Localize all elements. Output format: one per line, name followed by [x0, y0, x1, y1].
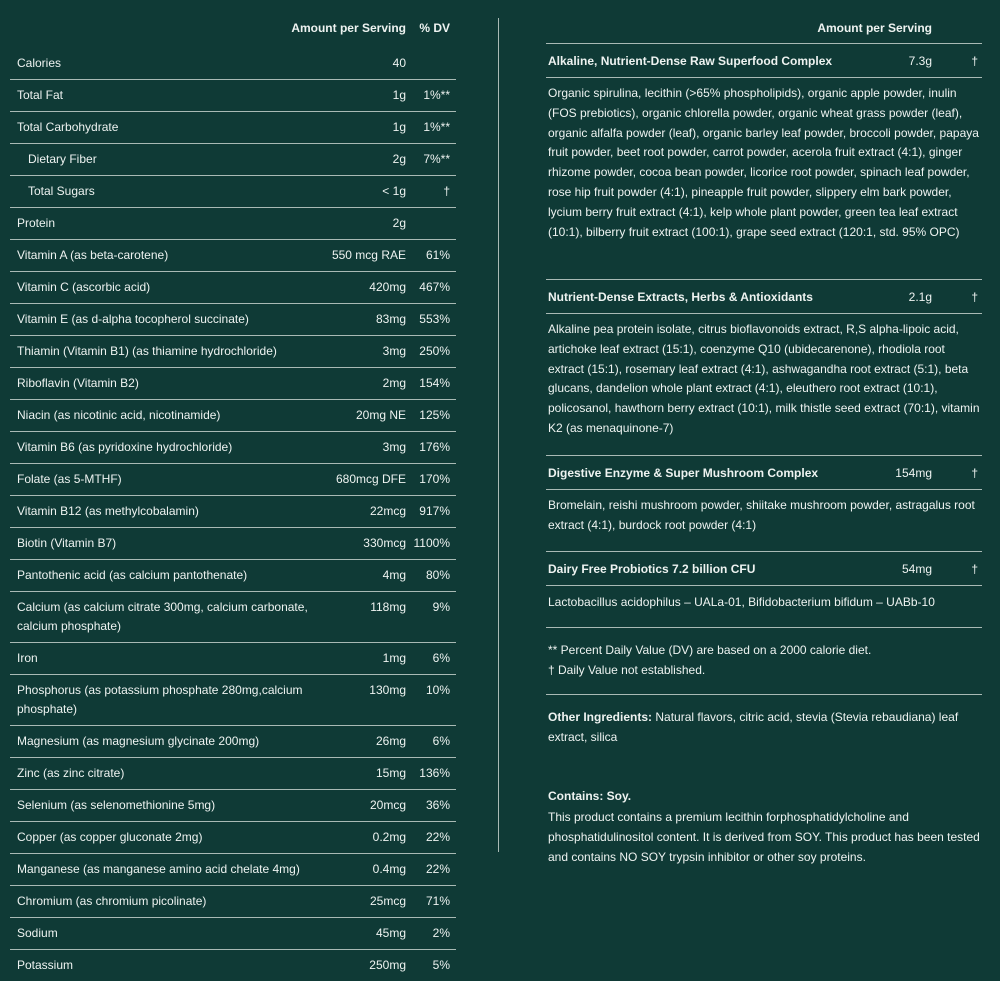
section-dv: †: [971, 562, 978, 576]
nutrient-amount: 25mcg: [369, 894, 406, 908]
nutrient-name: Chromium (as chromium picolinate): [17, 894, 207, 908]
nutrient-dv: 553%: [419, 312, 450, 326]
nutrient-name: Biotin (Vitamin B7): [17, 536, 117, 550]
nutrient-dv: 176%: [419, 440, 450, 454]
nutrient-amount: 2g: [392, 152, 406, 166]
nutrient-name: Zinc (as zinc citrate): [17, 766, 125, 780]
table-row: [10, 725, 456, 757]
table-row: [10, 949, 456, 981]
nutrient-dv: 250%: [419, 344, 450, 358]
section-header: [546, 551, 982, 586]
section-header: [546, 455, 982, 490]
nutrient-amount: 40: [392, 56, 406, 70]
table-row: [10, 431, 456, 463]
footnote-dagger: † Daily Value not established.: [548, 663, 706, 677]
nutrient-amount: 420mg: [369, 280, 406, 294]
table-row: [10, 642, 456, 674]
amount-column-header: Amount per Serving: [291, 21, 406, 35]
nutrient-dv: 7%**: [423, 152, 450, 166]
footnote-dv: ** Percent Daily Value (DV) are based on a 2000 calorie diet.: [548, 643, 872, 657]
nutrient-dv: 61%: [425, 248, 450, 262]
contains-text: This product contains a premium lecithin forphosphatidylcholine and phosphatidulinositol content. It is derived from SOY. This product has been tested and contains NO SOY trypsin inhibitor or other soy proteins.: [548, 810, 980, 864]
table-row: [10, 463, 456, 495]
supplement-facts-table: [10, 0, 456, 981]
nutrient-name: Total Sugars: [28, 184, 95, 198]
contains-label: Contains: Soy.: [548, 789, 632, 803]
table-row: [10, 821, 456, 853]
nutrient-amount: 2mg: [382, 376, 406, 390]
table-row: [10, 789, 456, 821]
nutrient-name: Folate (as 5-MTHF): [17, 472, 122, 486]
nutrient-amount: 550 mcg RAE: [331, 248, 406, 262]
table-row: [10, 757, 456, 789]
nutrient-dv: 71%: [425, 894, 450, 908]
nutrient-name: Manganese (as manganese amino acid chelate 4mg): [17, 862, 300, 876]
other-ingredients-label: Other Ingredients:: [548, 710, 653, 724]
other-ingredients-text: Natural flavors, citric acid, stevia (Stevia rebaudiana) leaf extract, silica: [548, 710, 959, 744]
nutrient-dv: 136%: [419, 766, 450, 780]
section-amount: 54mg: [901, 562, 932, 576]
nutrient-dv: 170%: [419, 472, 450, 486]
section-title: Alkaline, Nutrient-Dense Raw Superfood Complex: [548, 54, 833, 68]
nutrient-name: Riboflavin (Vitamin B2): [17, 376, 139, 390]
nutrient-amount: < 1g: [382, 184, 406, 198]
section-amount: 2.1g: [908, 290, 932, 304]
other-ingredients: [548, 708, 982, 748]
nutrient-name: Protein: [17, 216, 56, 230]
dv-column-header: % DV: [419, 21, 450, 35]
nutrient-name: Thiamin (Vitamin B1) (as thiamine hydrochloride): [17, 344, 277, 358]
nutrient-amount: 83mg: [375, 312, 406, 326]
section-amount: 154mg: [895, 466, 932, 480]
nutrient-dv: 1%**: [423, 120, 450, 134]
nutrient-name: Total Carbohydrate: [17, 120, 119, 134]
nutrient-amount: 330mcg: [363, 536, 406, 550]
nutrient-amount: 15mg: [375, 766, 406, 780]
nutrient-name: Total Fat: [17, 88, 64, 102]
nutrient-amount: 1g: [392, 88, 406, 102]
nutrient-amount: 3mg: [382, 440, 406, 454]
nutrient-dv: 6%: [432, 651, 450, 665]
section-body: Alkaline pea protein isolate, citrus bioflavonoids extract, R,S alpha-lipoic acid, artichoke leaf extract (15:1), coenzyme Q10 (ubidecarenone), rhodiola root extract (15:1), rosemary leaf extract (4:1), ashwagandha root extract (5:1), beta glucans, dandelion whole plant extract (4:1), eleuthero root extract (10:1), policosanol, hawthorn berry extract (10:1), milk thistle seed extract (70:1), vitamin K2 (as menaquinone-7): [548, 322, 980, 435]
nutrient-amount: 130mg: [369, 683, 406, 697]
section-body: Bromelain, reishi mushroom powder, shiitake mushroom powder, astragalus root extract (4:1), burdock root powder (4:1): [548, 498, 975, 532]
section-header: [546, 279, 982, 314]
nutrient-name: Pantothenic acid (as calcium pantothenate): [17, 568, 248, 582]
nutrient-dv: 10%: [425, 683, 450, 697]
table-row: [10, 335, 456, 367]
nutrient-name: Iron: [17, 651, 38, 665]
nutrient-name: Vitamin A (as beta-carotene): [17, 248, 169, 262]
nutrient-dv: 6%: [432, 734, 450, 748]
nutrient-name: Vitamin B12 (as methylcobalamin): [17, 504, 199, 518]
nutrient-dv: 917%: [419, 504, 450, 518]
nutrient-dv: 80%: [425, 568, 450, 582]
table-row: [10, 399, 456, 431]
section-title: Nutrient-Dense Extracts, Herbs & Antioxidants: [548, 290, 813, 304]
table-row: [10, 143, 456, 175]
nutrient-dv: †: [443, 184, 450, 198]
nutrient-name: Sodium: [17, 926, 58, 940]
nutrient-amount: 22mcg: [369, 504, 406, 518]
table-header: [10, 0, 456, 48]
nutrient-dv: 154%: [419, 376, 450, 390]
section-header: [546, 43, 982, 78]
nutrient-dv: 22%: [425, 862, 450, 876]
nutrient-name: Vitamin E (as d-alpha tocopherol succinate): [17, 312, 249, 326]
nutrient-amount: 45mg: [375, 926, 406, 940]
nutrient-name: Niacin (as nicotinic acid, nicotinamide): [17, 408, 221, 422]
nutrient-name: Potassium: [17, 958, 74, 972]
nutrient-amount: 26mg: [375, 734, 406, 748]
nutrient-amount: 2g: [392, 216, 406, 230]
nutrient-dv: 5%: [432, 958, 450, 972]
section-title: Dairy Free Probiotics 7.2 billion CFU: [548, 562, 756, 576]
table-row: [10, 271, 456, 303]
nutrient-dv: 125%: [419, 408, 450, 422]
section-body: Lactobacillus acidophilus – UALa-01, Bifidobacterium bifidum – UABb-10: [548, 595, 935, 609]
nutrient-amount: 0.4mg: [372, 862, 406, 876]
nutrient-dv: 467%: [419, 280, 450, 294]
nutrient-dv: 1100%: [413, 536, 450, 550]
table-row: [10, 239, 456, 271]
table-row: [10, 591, 456, 642]
nutrient-amount: 20mg NE: [355, 408, 406, 422]
nutrient-dv: 36%: [425, 798, 450, 812]
table-row: [10, 527, 456, 559]
nutrient-amount: 20mcg: [369, 798, 406, 812]
nutrient-name: Vitamin C (ascorbic acid): [17, 280, 151, 294]
table-row: [10, 79, 456, 111]
table-row: [10, 917, 456, 949]
nutrient-name: Selenium (as selenomethionine 5mg): [17, 798, 216, 812]
section-dv: †: [971, 466, 978, 480]
nutrient-name: Magnesium (as magnesium glycinate 200mg): [17, 734, 260, 748]
nutrient-amount: 680mcg DFE: [335, 472, 406, 486]
table-row: [10, 48, 456, 79]
divider: [546, 694, 982, 695]
section-dv: †: [971, 290, 978, 304]
column-divider: [498, 18, 499, 852]
nutrient-name: Copper (as copper gluconate 2mg): [17, 830, 203, 844]
section-body: Organic spirulina, lecithin (>65% phospholipids), organic apple powder, inulin (FOS prebiotics), organic chlorella powder, organic wheat grass powder (leaf), organic alfalfa powder (leaf), organic barley leaf powder, broccoli powder, papaya fruit powder, beet root powder, carrot powder, acerola fruit extract (4:1), ginger rhizome powder, cocoa bean powder, licorice root powder, spinach leaf powder, rose hip fruit powder (4:1), pineapple fruit powder, slippery elm bark powder, lycium berry fruit extract (4:1), kelp whole plant powder, green tea leaf extract (10:1), bilberry fruit extract (100:1), grape seed extract (120:1, std. 95% OPC): [548, 86, 979, 239]
table-row: [10, 207, 456, 239]
nutrient-amount: 1g: [392, 120, 406, 134]
nutrient-dv: 22%: [425, 830, 450, 844]
table-row: [10, 559, 456, 591]
table-row: [10, 111, 456, 143]
nutrient-amount: 3mg: [382, 344, 406, 358]
section-title: Digestive Enzyme & Super Mushroom Complex: [548, 466, 819, 480]
nutrient-amount: 1mg: [382, 651, 406, 665]
nutrient-name: Phosphorus (as potassium phosphate 280mg,calcium phosphate): [17, 683, 303, 716]
nutrient-name: Vitamin B6 (as pyridoxine hydrochloride): [17, 440, 233, 454]
table-row: [10, 853, 456, 885]
table-row: [10, 175, 456, 207]
divider: [546, 627, 982, 628]
nutrient-dv: 2%: [432, 926, 450, 940]
section-dv: †: [971, 54, 978, 68]
nutrient-dv: 1%**: [423, 88, 450, 102]
nutrient-amount: 4mg: [382, 568, 406, 582]
section-amount: 7.3g: [908, 54, 932, 68]
table-row: [10, 303, 456, 335]
table-row: [10, 674, 456, 725]
nutrient-amount: 118mg: [370, 600, 406, 614]
table-row: [10, 495, 456, 527]
table-row: [10, 885, 456, 917]
nutrient-name: Dietary Fiber: [28, 152, 97, 166]
amount-column-header: Amount per Serving: [817, 21, 932, 35]
nutrient-name: Calcium (as calcium citrate 300mg, calcium carbonate, calcium phosphate): [17, 600, 308, 633]
nutrient-dv: 9%: [432, 600, 450, 614]
nutrient-amount: 250mg: [369, 958, 406, 972]
table-row: [10, 367, 456, 399]
nutrient-amount: 0.2mg: [372, 830, 406, 844]
nutrient-rows: [10, 48, 456, 981]
nutrient-name: Calories: [17, 56, 62, 70]
